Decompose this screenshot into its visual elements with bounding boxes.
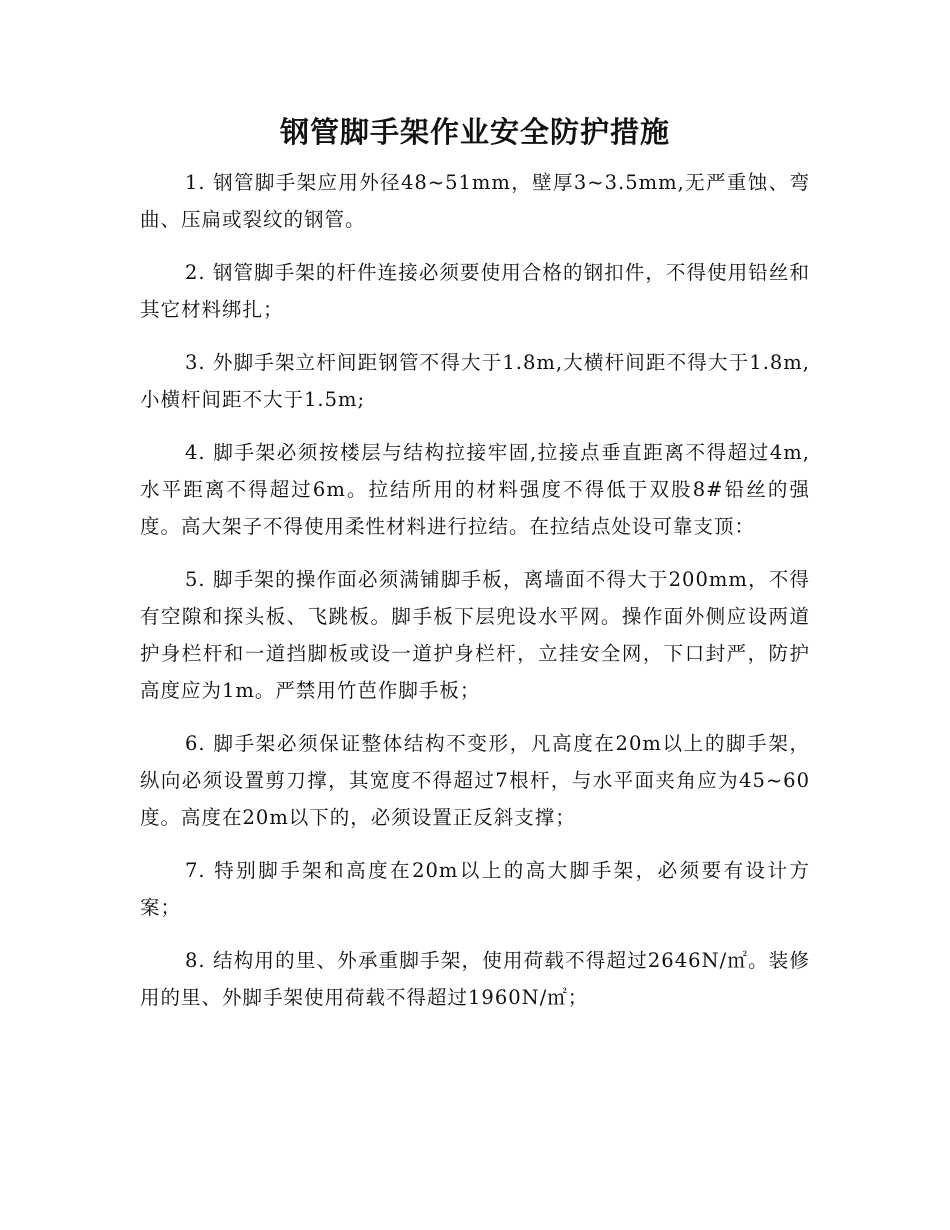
- document-body: [140, 164, 810, 1032]
- document-title: 钢管脚手架作业安全防护措施: [279, 115, 670, 149]
- paragraph-6: 6. 脚手架必须保证整体结构不变形，凡高度在20m以上的脚手架，纵向必须设置剪刀撑，其宽度不得超过7根杆，与水平面夹角应为45~60度。高度在20m以下的，必须设置正反斜支撑；: [140, 732, 810, 829]
- paragraph-4: 4. 脚手架必须按楼层与结构拉接牢固,拉接点垂直距离不得超过4m,水平距离不得超过6m。拉结所用的材料强度不得低于双股8#铅丝的强度。高大架子不得使用柔性材料进行拉结。在拉结点处设可靠支顶：: [140, 441, 810, 538]
- paragraph-5: 5. 脚手架的操作面必须满铺脚手板，离墙面不得大于200mm，不得有空隙和探头板、飞跳板。脚手板下层兜设水平网。操作面外侧应设两道护身栏杆和一道挡脚板或设一道护身栏杆，立挂安全网，下口封严，防护高度应为1m。严禁用竹芭作脚手板；: [140, 568, 810, 702]
- paragraph-3: 3. 外脚手架立杆间距钢管不得大于1.8m,大横杆间距不得大于1.8m,小横杆间距不大于1.5m;: [140, 351, 810, 411]
- paragraph-7: 7. 特别脚手架和高度在20m以上的高大脚手架，必须要有设计方案；: [140, 859, 810, 919]
- paragraph-2: 2. 钢管脚手架的杆件连接必须要使用合格的钢扣件，不得使用铅丝和其它材料绑扎；: [140, 261, 810, 321]
- paragraph-1: 1. 钢管脚手架应用外径48~51mm，壁厚3~3.5mm,无严重蚀、弯曲、压扁或裂纹的钢管。: [140, 171, 810, 231]
- paragraph-8: 8. 结构用的里、外承重脚手架，使用荷载不得超过2646N/㎡。装修用的里、外脚手架使用荷载不得超过1960N/㎡；: [140, 949, 810, 1009]
